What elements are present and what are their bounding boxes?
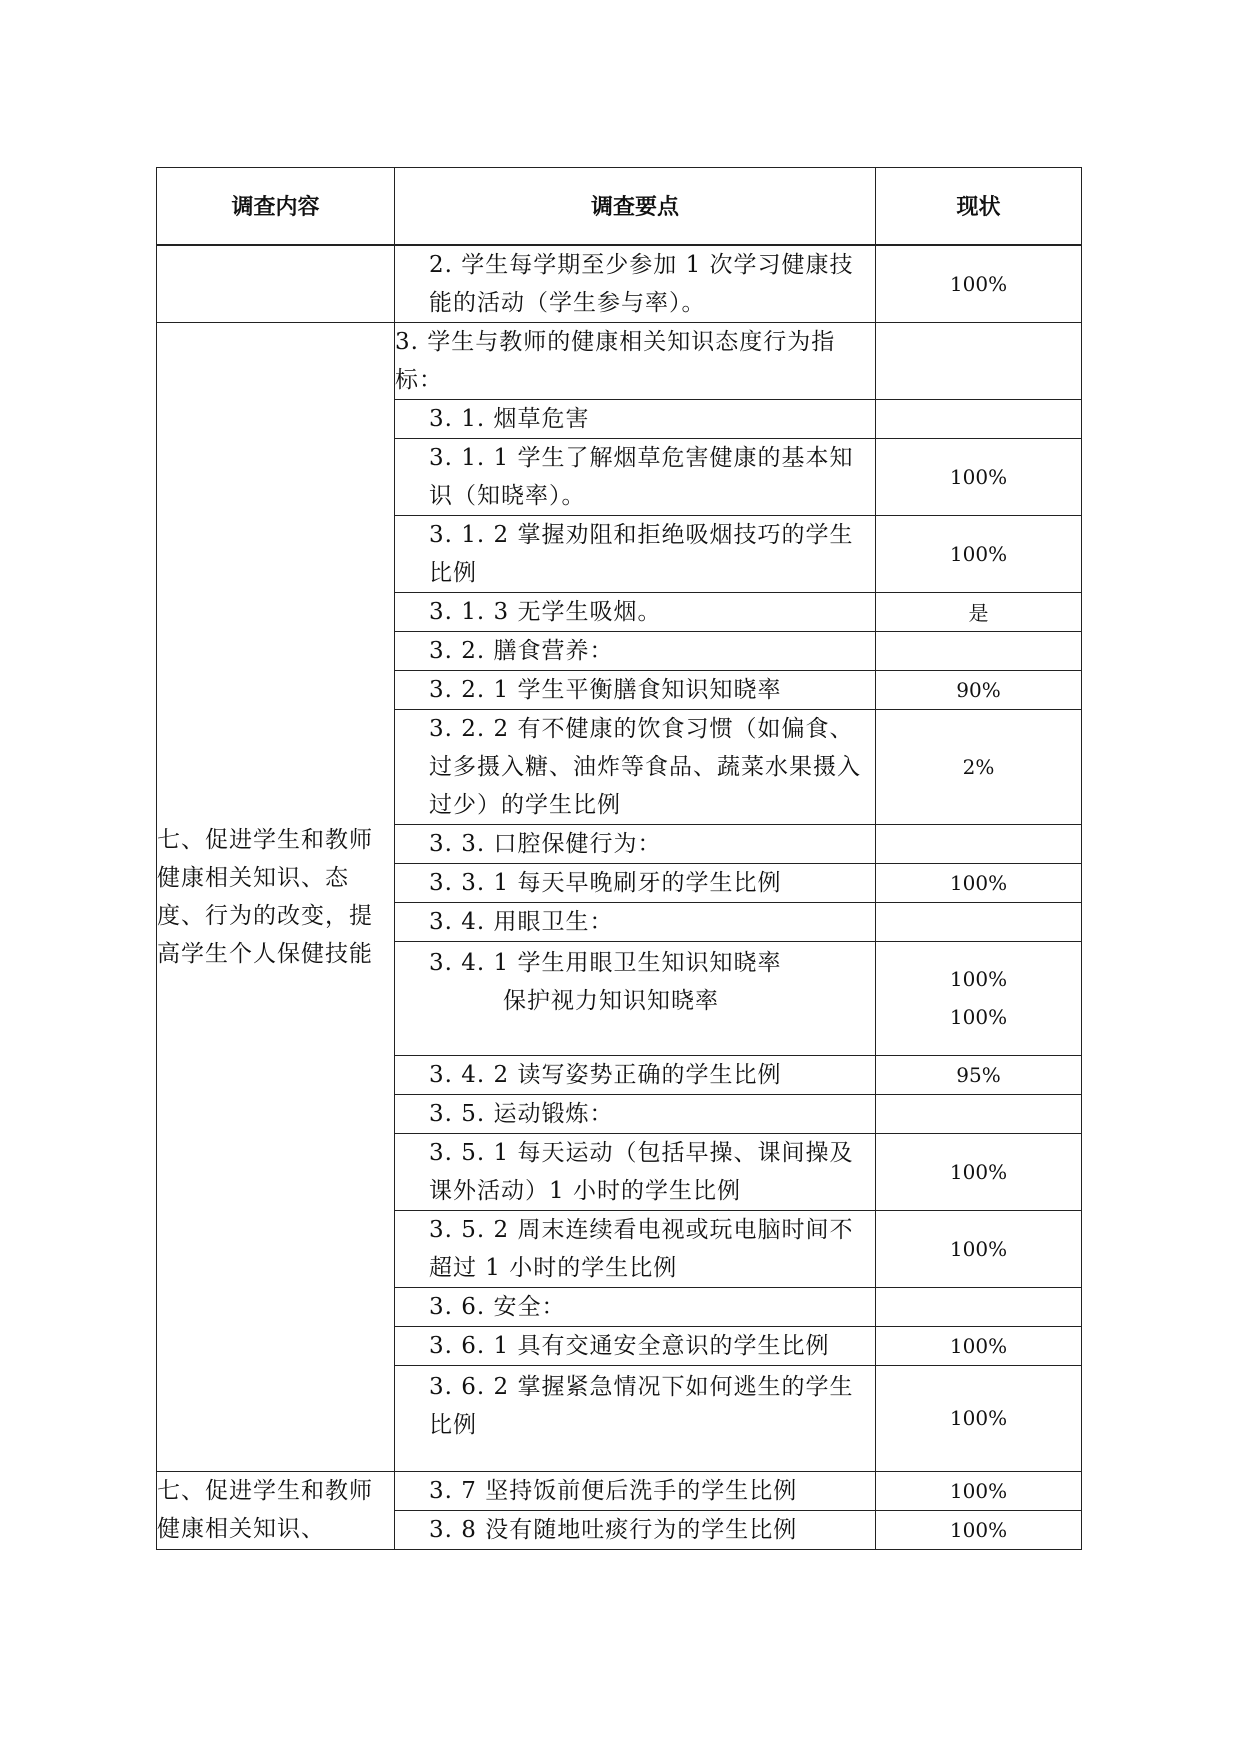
point-cell: 3. 5. 运动锻炼： [395, 1094, 876, 1133]
status-cell: 100% [876, 1365, 1082, 1471]
status-cell: 100% [876, 1510, 1082, 1549]
status-cell [876, 1287, 1082, 1326]
point-cell: 3. 4. 2 读写姿势正确的学生比例 [395, 1055, 876, 1094]
content-cell-empty [157, 245, 395, 323]
status-cell: 100% [876, 1210, 1082, 1287]
status-cell: 100% [876, 438, 1082, 515]
point-line: 保护视力知识知晓率 [503, 987, 719, 1014]
point-cell [395, 941, 876, 1055]
point-cell: 3. 7 坚持饭前便后洗手的学生比例 [395, 1471, 876, 1510]
point-cell: 3. 4. 用眼卫生： [395, 902, 876, 941]
section-label: 七、促进学生和教师健康相关知识、态度、行为的改变，提高学生个人保健技能 [157, 322, 395, 1471]
status-line: 100% [949, 967, 1008, 991]
status-cell: 是 [876, 592, 1082, 631]
header-points: 调查要点 [395, 168, 876, 245]
status-cell: 100% [876, 863, 1082, 902]
table-row [157, 245, 1082, 323]
point-cell: 3. 3. 1 每天早晚刷牙的学生比例 [395, 863, 876, 902]
point-cell: 3. 2. 2 有不健康的饮食习惯（如偏食、过多摄入糖、油炸等食品、蔬菜水果摄入过少）的学生比例 [395, 709, 876, 824]
section-label-continued: 七、促进学生和教师健康相关知识、 [157, 1471, 395, 1549]
status-cell [876, 322, 1082, 399]
status-cell: 100% [876, 1326, 1082, 1365]
point-cell: 3. 2. 1 学生平衡膳食知识知晓率 [395, 670, 876, 709]
survey-table [156, 167, 1082, 1550]
point-cell: 3. 6. 1 具有交通安全意识的学生比例 [395, 1326, 876, 1365]
table-row [157, 1471, 1082, 1510]
status-cell: 95% [876, 1055, 1082, 1094]
status-line: 100% [949, 1005, 1008, 1029]
status-cell: 90% [876, 670, 1082, 709]
point-cell: 3. 6. 安全： [395, 1287, 876, 1326]
table-row [157, 322, 1082, 399]
table-header-row [157, 168, 1082, 245]
status-cell [876, 824, 1082, 863]
point-line: 3. 4. 1 学生用眼卫生知识知晓率 [429, 949, 782, 976]
header-status: 现状 [876, 168, 1082, 245]
point-cell: 3. 1. 烟草危害 [395, 399, 876, 438]
point-cell: 3. 8 没有随地吐痰行为的学生比例 [395, 1510, 876, 1549]
status-cell: 100% [876, 515, 1082, 592]
header-content: 调查内容 [157, 168, 395, 245]
status-cell: 100% [876, 1471, 1082, 1510]
point-cell: 3. 5. 1 每天运动（包括早操、课间操及课外活动）1 小时的学生比例 [395, 1133, 876, 1210]
point-cell: 3. 2. 膳食营养： [395, 631, 876, 670]
status-cell: 100% [876, 245, 1082, 323]
status-cell: 100% [876, 1133, 1082, 1210]
point-cell: 3. 6. 2 掌握紧急情况下如何逃生的学生比例 [395, 1365, 876, 1471]
status-cell [876, 1094, 1082, 1133]
status-cell [876, 902, 1082, 941]
point-cell: 3. 1. 3 无学生吸烟。 [395, 592, 876, 631]
point-cell: 3. 1. 1 学生了解烟草危害健康的基本知识（知晓率）。 [395, 438, 876, 515]
point-cell: 3. 3. 口腔保健行为： [395, 824, 876, 863]
point-cell: 3. 学生与教师的健康相关知识态度行为指标： [395, 322, 876, 399]
status-cell [876, 941, 1082, 1055]
status-cell [876, 631, 1082, 670]
point-cell: 3. 1. 2 掌握劝阻和拒绝吸烟技巧的学生比例 [395, 515, 876, 592]
point-cell: 3. 5. 2 周末连续看电视或玩电脑时间不超过 1 小时的学生比例 [395, 1210, 876, 1287]
status-cell: 2% [876, 709, 1082, 824]
point-cell: 2. 学生每学期至少参加 1 次学习健康技能的活动（学生参与率）。 [395, 245, 876, 323]
status-cell [876, 399, 1082, 438]
